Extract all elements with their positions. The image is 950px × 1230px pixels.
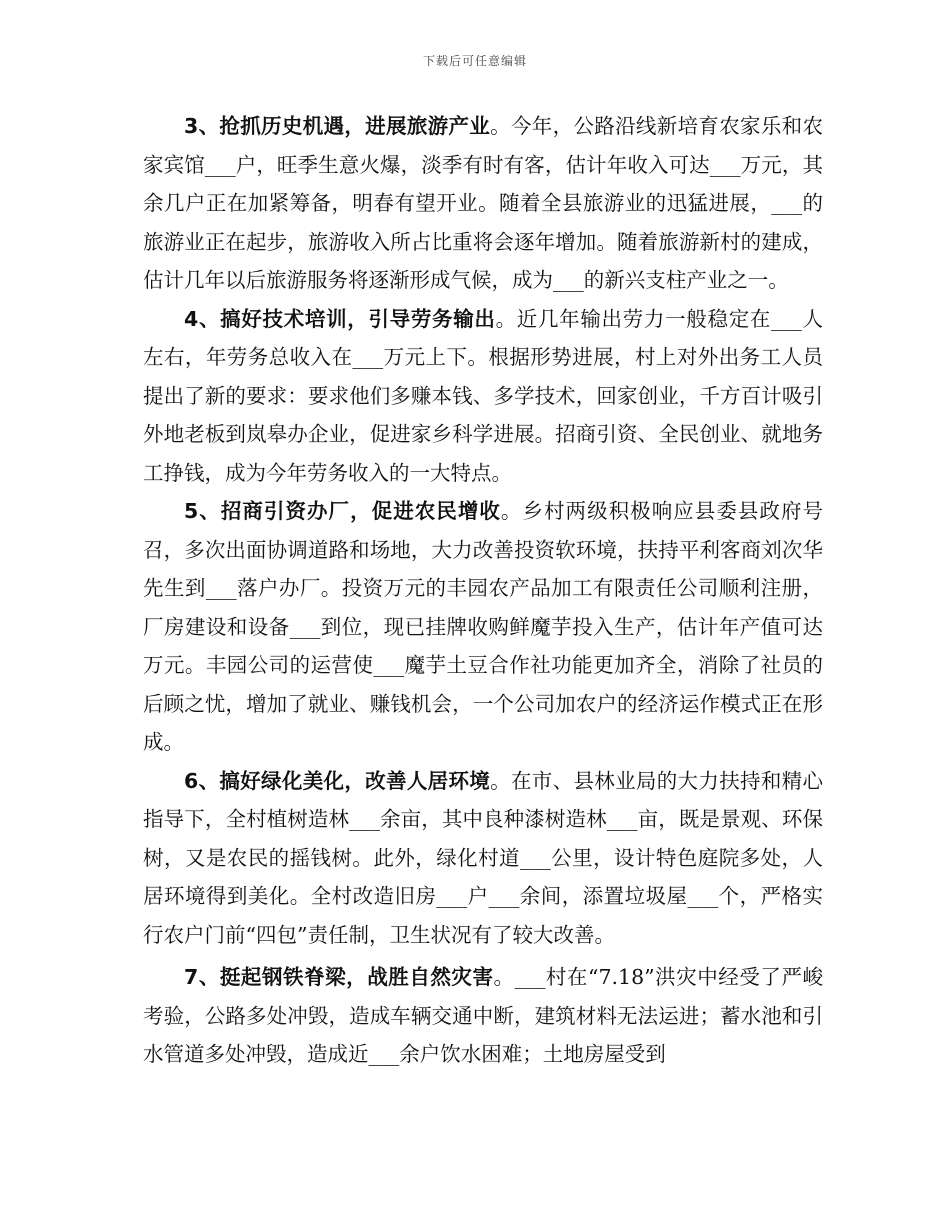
paragraph-heading: 7、挺起钢铁脊梁，战胜自然灾害 bbox=[184, 965, 494, 989]
page-header: 下载后可任意编辑 bbox=[422, 54, 527, 68]
paragraph-5 bbox=[143, 492, 823, 762]
paragraph-text: 。___村在“7.18”洪灾中经受了严峻考验，公路多处冲毁，造成车辆交通中断，建筑材料无法运进；蓄水池和引水管道多处冲毁，造成近___余户饮水困难；土地房屋受到 bbox=[143, 965, 823, 1066]
paragraph-text: 。今年，公路沿线新培育农家乐和农家宾馆___户，旺季生意火爆，淡季有时有客，估计年收入可达___万元，其余几户正在加紧筹备，明春有望开业。随着全县旅游业的迅猛进展，___的旅游业正在起步，旅游收入所占比重将会逐年增加。随着旅游新村的建成，估计几年以后旅游服务将逐渐形成气候，成为___的新兴支柱产业之一。 bbox=[143, 114, 824, 292]
paragraph-3 bbox=[143, 107, 823, 300]
paragraph-heading: 5、招商引资办厂，促进农民增收 bbox=[184, 499, 501, 523]
paragraph-heading: 3、抢抓历史机遇，进展旅游产业 bbox=[184, 114, 491, 138]
paragraph-7 bbox=[143, 958, 823, 1074]
paragraph-text: 。近几年输出劳力一般稳定在___人左右，年劳务总收入在___万元上下。根据形势进展，村上对外出务工人员提出了新的要求：要求他们多赚本钱、多学技术，回家创业，千方百计吸引外地老板到岚皋办企业，促进家乡科学进展。招商引资、全民创业、就地务工挣钱，成为今年劳务收入的一大特点。 bbox=[143, 306, 824, 485]
paragraph-text: 。乡村两级积极响应县委县政府号召，多次出面协调道路和场地，大力改善投资软环境，扶持平利客商刘次华先生到___落户办厂。投资万元的丰园农产品加工有限责任公司顺利注册，厂房建设和设备___到位，现已挂牌收购鲜魔芋投入生产，估计年产值可达万元。丰园公司的运营使___魔芋土豆合作社功能更加齐全，消除了社员的后顾之忧，增加了就业、赚钱机会，一个公司加农户的经济运作模式正在形成。 bbox=[143, 499, 824, 754]
paragraph-text: 。在市、县林业局的大力扶持和精心指导下，全村植树造林___余亩，其中良种漆树造林___亩，既是景观、环保树，又是农民的摇钱树。此外，绿化村道___公里，设计特色庭院多处，人居环境得到美化。全村改造旧房___户___余间，添置垃圾屋___个，严格实行农户门前“四包”责任制，卫生状况有了较大改善。 bbox=[143, 768, 824, 947]
paragraph-4 bbox=[143, 300, 823, 493]
paragraph-6 bbox=[143, 762, 823, 955]
paragraph-heading: 6、搞好绿化美化，改善人居环境 bbox=[184, 768, 491, 793]
document-body bbox=[143, 107, 823, 1074]
paragraph-heading: 4、搞好技术培训，引导劳务输出 bbox=[184, 306, 496, 331]
